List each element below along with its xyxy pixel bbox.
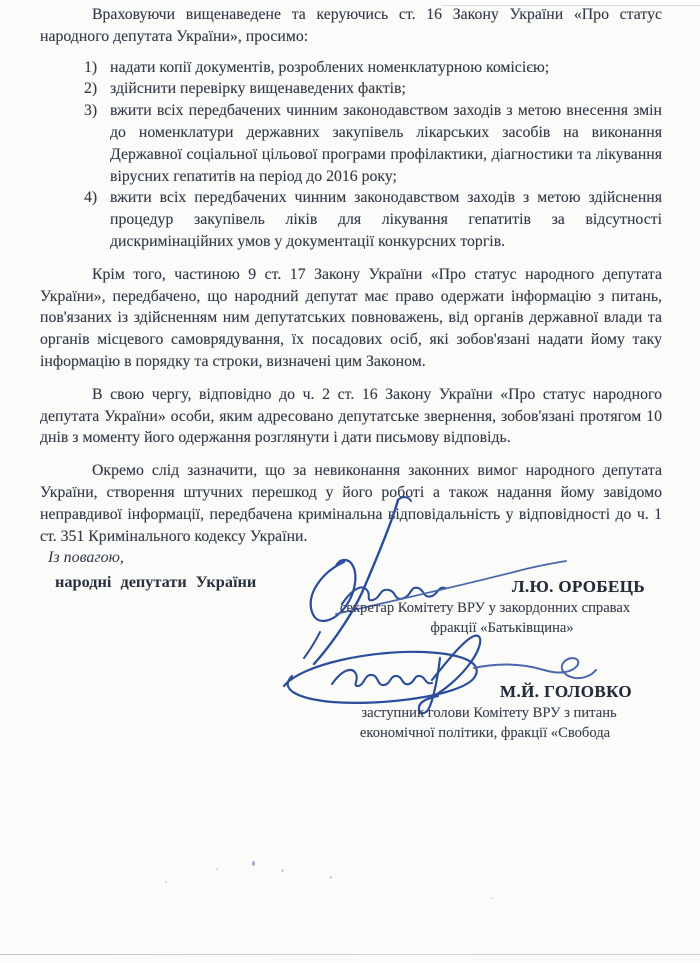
list-item-number: 3)	[84, 102, 98, 120]
signatory-name: М.Й. ГОЛОВКО	[500, 682, 632, 701]
list-item-number: 1)	[84, 58, 98, 76]
scan-noise	[330, 876, 332, 879]
scan-noise	[133, 196, 136, 199]
list-item	[84, 187, 662, 252]
signatory-title-line: заступник голови Комітету ВРУ з питань	[361, 705, 617, 721]
paragraph: Крім того, частиною 9 ст. 17 Закону України «Про статус народного депутата України», передбачено, що народний депутат має право одержати інформацію з питань, пов'язаних із здійсненням ним депутатських повноважень, від органів державної влади та органів місцевого самоврядування, їх посадових осіб, які зобов'язані надати йому таку інформацію в порядку та строки, визначені цим Законом.	[40, 265, 662, 370]
signatory-name: Л.Ю. ОРОБЕЦЬ	[511, 577, 645, 596]
closing-regards: Із повагою,	[48, 549, 124, 566]
list-item-text: вжити всіх передбачених чинним законодавством заходів з метою здійснення процедур закупівель ліків для лікування гепатитів за відсутності дискримінаційних умов у документації конкурсних торгів.	[110, 189, 662, 250]
scan-noise	[165, 881, 167, 883]
list-item-number: 4)	[84, 189, 98, 207]
scan-noise	[281, 869, 284, 872]
paragraph-intro: Враховуючи вищенаведене та керуючись ст. 16 Закону України «Про статус народного депутата України», просимо:	[40, 6, 662, 45]
closing-signers-line: народні депутати України	[55, 572, 257, 591]
list-item-text: вжити всіх передбачених чинним законодавством заходів з метою внесення змін до номенклатури державних закупівель лікарських засобів на виконання Державної соціальної цільової програми профілактики, діагностики та лікування вірусних гепатитів на період до 2016 року;	[110, 102, 662, 185]
signatory-title-line: фракції «Батьківщина»	[430, 620, 574, 636]
list-item-text: надати копії документів, розроблених номенклатурною комісією;	[110, 58, 550, 76]
scan-noise	[491, 897, 493, 899]
list-item	[84, 78, 662, 100]
list-item-text: здійснити перевірку вищенаведених фактів;	[110, 80, 406, 98]
scan-edge-line-bottom	[0, 954, 700, 955]
list-item	[84, 100, 662, 187]
list-item	[84, 57, 662, 79]
signatory-title-line: економічної політики, фракції «Свобода	[359, 725, 611, 741]
scan-noise	[252, 861, 255, 866]
paragraph: В свою чергу, відповідно до ч. 2 ст. 16 Закону України «Про статус народного депутата України» особи, яким адресовано депутатське звернення, зобов'язані протягом 10 днів з моменту його одержання розглянути і дати письмову відповідь.	[40, 385, 662, 447]
list-item-number: 2)	[84, 80, 98, 98]
paragraph: Окремо слід зазначити, що за невиконання законних вимог народного депутата України, створення штучних перешкод у його роботі а також надання йому завідомо неправдивої інформації, передбачена кримінальна відповідальність у відповідності до ч. 1 ст. 351 Кримінального кодексу України.	[40, 462, 662, 545]
letter-body	[40, 4, 662, 547]
scan-noise	[216, 868, 218, 870]
request-list	[40, 57, 662, 253]
signatory-title-line: секретар Комітету ВРУ у закордонних справах	[339, 600, 631, 616]
